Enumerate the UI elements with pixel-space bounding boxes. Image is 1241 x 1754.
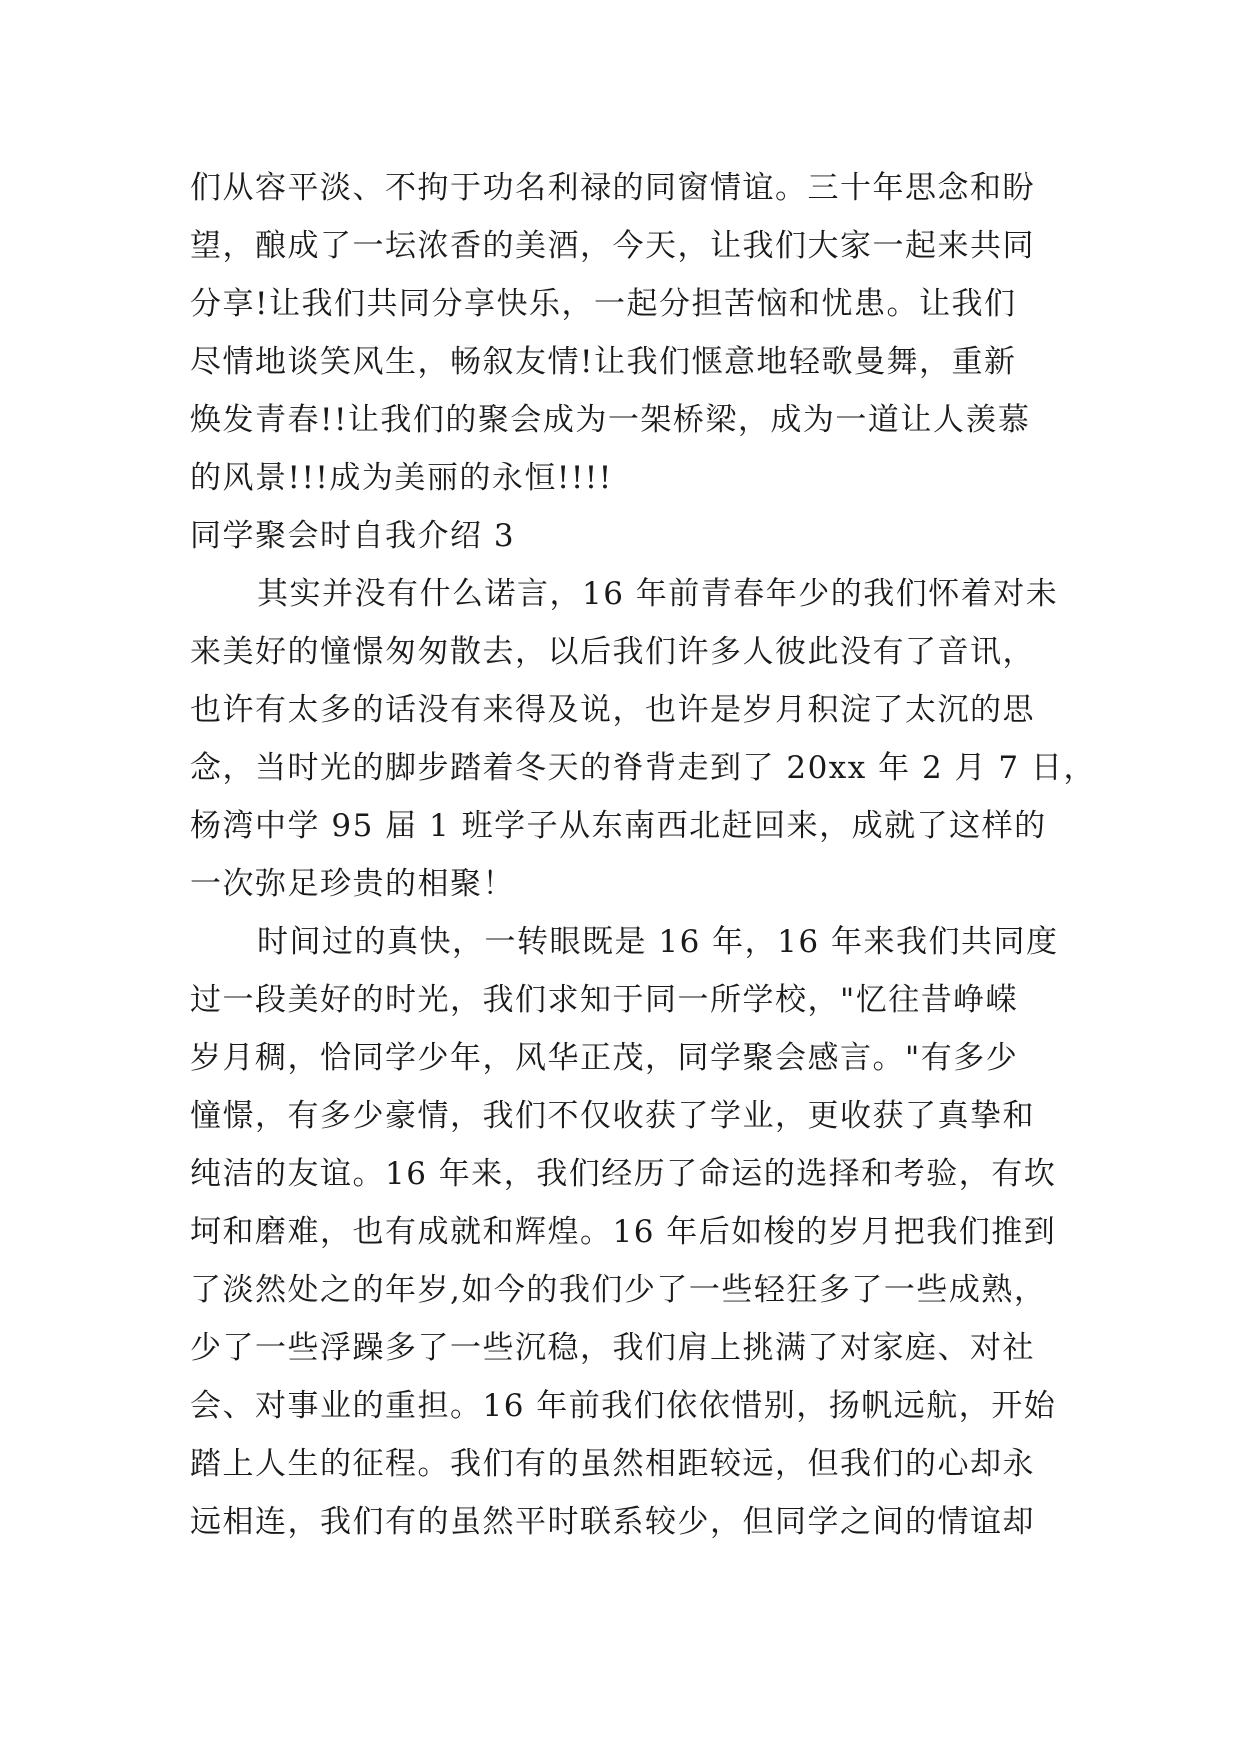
text-line: 焕发青春!!让我们的聚会成为一架桥梁，成为一道让人羡慕 — [190, 402, 1031, 438]
document-body — [190, 159, 1096, 1551]
text-line: 憧憬，有多少豪情，我们不仅收获了学业，更收获了真挚和 — [190, 1098, 1035, 1134]
text-line: 纯洁的友谊。16 年来，我们经历了命运的选择和考验，有坎 — [190, 1156, 1057, 1192]
text-line: 了淡然处之的年岁,如今的我们少了一些轻狂多了一些成熟， — [190, 1272, 1047, 1308]
text-line: 也许有太多的话没有来得及说，也许是岁月积淀了太沉的思 — [190, 692, 1035, 728]
paragraph-1 — [190, 159, 1070, 507]
text-line: 望，酿成了一坛浓香的美酒，今天，让我们大家一起来共同 — [190, 228, 1035, 264]
text-line: 会、对事业的重担。16 年前我们依依惜别，扬帆远航，开始 — [190, 1388, 1057, 1424]
text-line: 的风景!!!成为美丽的永恒!!!! — [190, 460, 613, 496]
text-line: 来美好的憧憬匆匆散去，以后我们许多人彼此没有了音讯， — [190, 634, 1035, 670]
text-line: 一次弥足珍贵的相聚！ — [190, 866, 515, 902]
text-line: 岁月稠，恰同学少年，风华正茂，同学聚会感言。"有多少 — [190, 1040, 1019, 1076]
text-line: 分享!让我们共同分享快乐，一起分担苦恼和忧患。让我们 — [190, 286, 1017, 322]
text-line: 其实并没有什么诺言，16 年前青春年少的我们怀着对未 — [257, 576, 1059, 612]
text-line: 踏上人生的征程。我们有的虽然相距较远，但我们的心却永 — [190, 1446, 1035, 1482]
paragraph-2 — [190, 565, 1096, 913]
text-line: 时间过的真快，一转眼既是 16 年，16 年来我们共同度 — [257, 924, 1059, 960]
text-line: 尽情地谈笑风生，畅叙友情!让我们惬意地轻歌曼舞，重新 — [190, 344, 1017, 380]
paragraph-3 — [190, 913, 1070, 1551]
text-line: 念，当时光的脚步踏着冬天的脊背走到了 20xx 年 2 月 7 日， — [190, 750, 1096, 786]
text-line: 们从容平淡、不拘于功名利禄的同窗情谊。三十年思念和盼 — [190, 170, 1035, 206]
text-line: 少了一些浮躁多了一些沉稳，我们肩上挑满了对家庭、对社 — [190, 1330, 1035, 1366]
section-heading: 同学聚会时自我介绍 3 — [190, 518, 516, 554]
text-line: 坷和磨难，也有成就和辉煌。16 年后如梭的岁月把我们推到 — [190, 1214, 1057, 1250]
text-line: 过一段美好的时光，我们求知于同一所学校，"忆往昔峥嵘 — [190, 982, 1019, 1018]
text-line: 杨湾中学 95 届 1 班学子从东南西北赶回来，成就了这样的 — [190, 808, 1047, 844]
text-line: 远相连，我们有的虽然平时联系较少，但同学之间的情谊却 — [190, 1504, 1035, 1540]
